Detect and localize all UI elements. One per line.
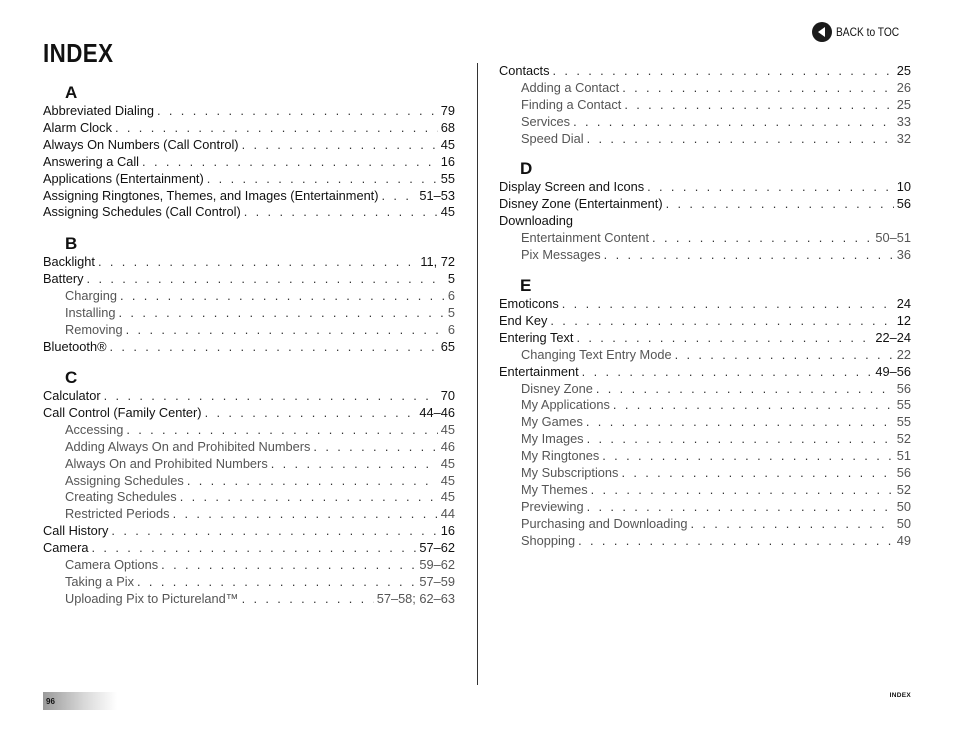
dot-leader [573, 113, 894, 130]
entry-pages: 25 [896, 63, 911, 78]
dot-leader [120, 287, 445, 304]
dot-leader [126, 421, 437, 438]
entry-label: Finding a Contact [521, 96, 622, 112]
entry-label: My Images [521, 431, 584, 447]
entry-pages: 52 [896, 481, 911, 497]
dot-leader [313, 438, 437, 455]
entry-label: Entering Text [499, 329, 574, 345]
entry-pages: 49–56 [875, 363, 911, 379]
dot-leader [87, 270, 445, 287]
index-entry[interactable] [499, 329, 911, 346]
index-subentry[interactable] [521, 447, 911, 464]
entry-pages: 55 [896, 414, 911, 430]
entry-pages: 49 [896, 532, 911, 548]
entry-pages: 11, 72 [420, 254, 455, 269]
entry-pages: 45 [440, 472, 455, 488]
index-entry[interactable] [43, 253, 455, 270]
dot-leader [647, 178, 894, 195]
dot-leader [207, 170, 438, 187]
dot-leader [596, 380, 894, 397]
index-entry[interactable] [43, 522, 455, 539]
dot-leader [161, 556, 416, 573]
index-subentry[interactable] [65, 488, 455, 505]
entry-label: Charging [65, 287, 117, 303]
index-subentry[interactable] [521, 532, 911, 549]
entry-label: Previewing [521, 498, 584, 514]
dot-leader [586, 413, 894, 430]
entry-pages: 57–58; 62–63 [376, 590, 455, 606]
index-subentry[interactable] [521, 430, 911, 447]
index-entry[interactable] [499, 295, 911, 312]
index-entry[interactable] [43, 170, 455, 187]
back-to-toc-label: BACK to TOC [835, 25, 899, 39]
index-entry[interactable] [43, 187, 455, 204]
entry-label: Shopping [521, 532, 576, 548]
entry-label: Entertainment [499, 363, 579, 379]
entry-pages: 56 [896, 465, 911, 480]
section-letter: B [65, 234, 78, 253]
dot-leader [666, 195, 894, 212]
dot-leader [622, 79, 894, 96]
entry-pages: 50 [896, 498, 911, 514]
index-entry[interactable] [43, 404, 455, 421]
entry-label: My Themes [521, 481, 588, 497]
entry-label: My Applications [521, 397, 610, 413]
index-subentry[interactable] [65, 556, 455, 573]
entry-label: Adding a Contact [521, 79, 620, 95]
dot-leader [126, 321, 445, 338]
entry-pages: 6 [447, 321, 455, 337]
index-subentry[interactable] [521, 413, 911, 430]
entry-label: Call History [43, 523, 109, 539]
dot-leader [205, 404, 417, 421]
entry-label: Assigning Ringtones, Themes, and Images (Entertainment) [43, 187, 379, 203]
index-entry[interactable] [43, 153, 455, 170]
entry-pages: 5 [447, 304, 455, 320]
entry-pages: 44–46 [419, 404, 455, 420]
entry-pages: 45 [440, 455, 455, 471]
dot-leader [271, 455, 438, 472]
entry-label: Abbreviated Dialing [43, 103, 154, 118]
entry-label: Disney Zone [521, 380, 593, 396]
entry-pages: 55 [440, 170, 455, 186]
index-subentry[interactable] [65, 505, 455, 522]
entry-label: Answering a Call [43, 153, 140, 169]
dot-leader [242, 590, 374, 607]
dot-leader [180, 488, 438, 505]
entry-pages: 59–62 [419, 557, 455, 572]
section-letter: A [65, 83, 78, 102]
dot-leader [604, 246, 894, 263]
dot-leader [576, 329, 872, 346]
dot-leader [92, 539, 417, 556]
index-subentry[interactable] [65, 304, 455, 321]
column-divider [477, 63, 478, 685]
dot-leader [602, 447, 894, 464]
entry-label: Uploading Pix to Pictureland™ [65, 590, 239, 606]
dot-leader [613, 396, 894, 413]
entry-pages: 57–59 [419, 573, 455, 589]
entry-pages: 12 [896, 312, 911, 328]
entry-label: Battery [43, 270, 84, 286]
entry-label: Applications (Entertainment) [43, 170, 204, 186]
dot-leader [690, 515, 893, 532]
entry-label: Creating Schedules [65, 489, 177, 505]
dot-leader [587, 498, 894, 515]
index-subentry[interactable] [65, 590, 455, 607]
entry-label: Assigning Schedules [65, 472, 184, 488]
entry-label: Installing [65, 304, 116, 320]
entry-label: Backlight [43, 254, 95, 269]
entry-pages: 26 [896, 79, 911, 95]
entry-pages: 16 [440, 153, 455, 169]
index-subentry[interactable] [521, 79, 911, 96]
dot-leader [587, 430, 894, 447]
entry-label: Purchasing and Downloading [521, 515, 688, 531]
index-entry[interactable] [43, 387, 455, 404]
dot-leader [137, 573, 416, 590]
entry-pages: 50 [896, 515, 911, 531]
dot-leader [142, 153, 438, 170]
entry-pages: 5 [447, 270, 455, 286]
entry-label: Entertainment Content [521, 229, 650, 245]
entry-pages: 10 [896, 179, 911, 194]
entry-label: Camera [43, 540, 89, 556]
entry-label: Removing [65, 321, 123, 337]
entry-label: Assigning Schedules (Call Control) [43, 204, 241, 220]
index-subentry[interactable] [521, 346, 911, 363]
dot-leader [562, 295, 894, 312]
page-title: INDEX [43, 38, 114, 68]
entry-pages: 70 [440, 388, 455, 403]
dot-leader [675, 346, 894, 363]
index-subentry[interactable] [65, 455, 455, 472]
dot-leader [157, 102, 438, 119]
entry-label: Downloading [499, 212, 573, 228]
back-to-toc-button[interactable] [812, 21, 910, 43]
entry-pages: 56 [896, 195, 911, 211]
section-letter: E [520, 276, 532, 295]
footer-section-label: INDEX [889, 692, 911, 699]
index-subentry[interactable] [65, 287, 455, 304]
dot-leader [98, 253, 417, 270]
index-subentry[interactable] [65, 573, 455, 590]
entry-pages: 45 [440, 136, 455, 152]
entry-pages: 22 [896, 346, 911, 362]
index-entry[interactable] [499, 195, 911, 212]
entry-pages: 16 [440, 523, 455, 539]
dot-leader [173, 505, 438, 522]
entry-pages: 22–24 [875, 329, 911, 345]
entry-label: Camera Options [65, 557, 159, 572]
index-entry[interactable] [43, 338, 455, 355]
entry-pages: 51 [896, 448, 911, 464]
entry-pages: 33 [896, 113, 911, 129]
entry-label: Services [521, 113, 571, 129]
entry-pages: 45 [440, 421, 455, 437]
entry-label: Changing Text Entry Mode [521, 346, 672, 362]
entry-label: Emoticons [499, 296, 559, 311]
index-entry[interactable] [43, 102, 455, 119]
dot-leader [621, 464, 893, 481]
entry-pages: 32 [896, 130, 911, 146]
section-letter: C [65, 368, 78, 387]
entry-pages: 6 [447, 287, 455, 303]
page-number: 96 [46, 697, 55, 706]
entry-label: Contacts [499, 63, 550, 78]
index-entry[interactable] [499, 363, 911, 380]
entry-label: Display Screen and Icons [499, 179, 645, 194]
index-subentry[interactable] [521, 96, 911, 113]
entry-label: Calculator [43, 388, 101, 403]
entry-label: My Subscriptions [521, 465, 619, 480]
entry-label: My Games [521, 414, 583, 430]
index-entry[interactable] [499, 178, 911, 195]
dot-leader [187, 472, 438, 489]
dot-leader [591, 481, 894, 498]
index-entry[interactable] [43, 539, 455, 556]
index-subentry[interactable] [521, 380, 911, 397]
entry-label: Always On Numbers (Call Control) [43, 136, 239, 152]
entry-pages: 25 [896, 96, 911, 112]
index-entry[interactable] [43, 270, 455, 287]
dot-leader [244, 203, 438, 220]
dot-leader [110, 338, 438, 355]
dot-leader [115, 119, 438, 136]
entry-label: Call Control (Family Center) [43, 404, 202, 420]
dot-leader [119, 304, 445, 321]
dot-leader [587, 130, 894, 147]
index-subentry[interactable] [521, 246, 911, 263]
entry-pages: 36 [896, 246, 911, 262]
entry-label: Taking a Pix [65, 573, 134, 589]
dot-leader [553, 62, 894, 79]
back-arrow-icon [812, 22, 832, 42]
index-entry[interactable] [499, 312, 911, 329]
index-entry[interactable] [499, 62, 911, 79]
entry-pages: 52 [896, 431, 911, 447]
index-subentry[interactable] [521, 515, 911, 532]
dot-leader [652, 229, 872, 246]
dot-leader [578, 532, 894, 549]
entry-pages: 55 [896, 397, 911, 413]
entry-label: Speed Dial [521, 130, 584, 146]
entry-pages: 45 [440, 204, 455, 220]
index-entry[interactable] [499, 212, 911, 229]
entry-label: Restricted Periods [65, 506, 170, 522]
index-subentry[interactable] [521, 113, 911, 130]
index-subentry[interactable] [521, 130, 911, 147]
index-subentry[interactable] [521, 229, 911, 246]
index-subentry[interactable] [521, 396, 911, 413]
entry-pages: 44 [440, 506, 455, 522]
index-entry[interactable] [43, 136, 455, 153]
index-subentry[interactable] [65, 321, 455, 338]
entry-label: Adding Always On and Prohibited Numbers [65, 438, 311, 454]
entry-label: My Ringtones [521, 448, 600, 464]
entry-label: Disney Zone (Entertainment) [499, 195, 663, 211]
index-subentry[interactable] [65, 438, 455, 455]
dot-leader [104, 387, 438, 404]
index-subentry[interactable] [521, 481, 911, 498]
entry-pages: 65 [440, 338, 455, 354]
dot-leader [111, 522, 437, 539]
index-entry[interactable] [43, 203, 455, 220]
index-subentry[interactable] [65, 472, 455, 489]
entry-label: Alarm Clock [43, 119, 112, 135]
dot-leader [382, 187, 417, 204]
dot-leader [550, 312, 893, 329]
entry-pages: 24 [896, 296, 911, 311]
entry-label: Pix Messages [521, 246, 601, 262]
index-subentry[interactable] [521, 464, 911, 481]
index-entry[interactable] [43, 119, 455, 136]
section-letter: D [520, 159, 533, 178]
entry-label: Always On and Prohibited Numbers [65, 455, 268, 471]
dot-leader [582, 363, 873, 380]
entry-pages: 45 [440, 489, 455, 505]
entry-label: Bluetooth® [43, 338, 107, 354]
entry-label: Accessing [65, 421, 124, 437]
entry-pages: 51–53 [419, 187, 455, 203]
entry-pages: 57–62 [419, 540, 455, 556]
index-subentry[interactable] [521, 498, 911, 515]
dot-leader [242, 136, 438, 153]
index-subentry[interactable] [65, 421, 455, 438]
entry-pages: 56 [896, 380, 911, 396]
entry-pages: 79 [440, 103, 455, 118]
entry-pages: 46 [440, 438, 455, 454]
entry-pages: 50–51 [875, 229, 911, 245]
entry-label: End Key [499, 312, 548, 328]
dot-leader [624, 96, 893, 113]
entry-pages: 68 [440, 119, 455, 135]
